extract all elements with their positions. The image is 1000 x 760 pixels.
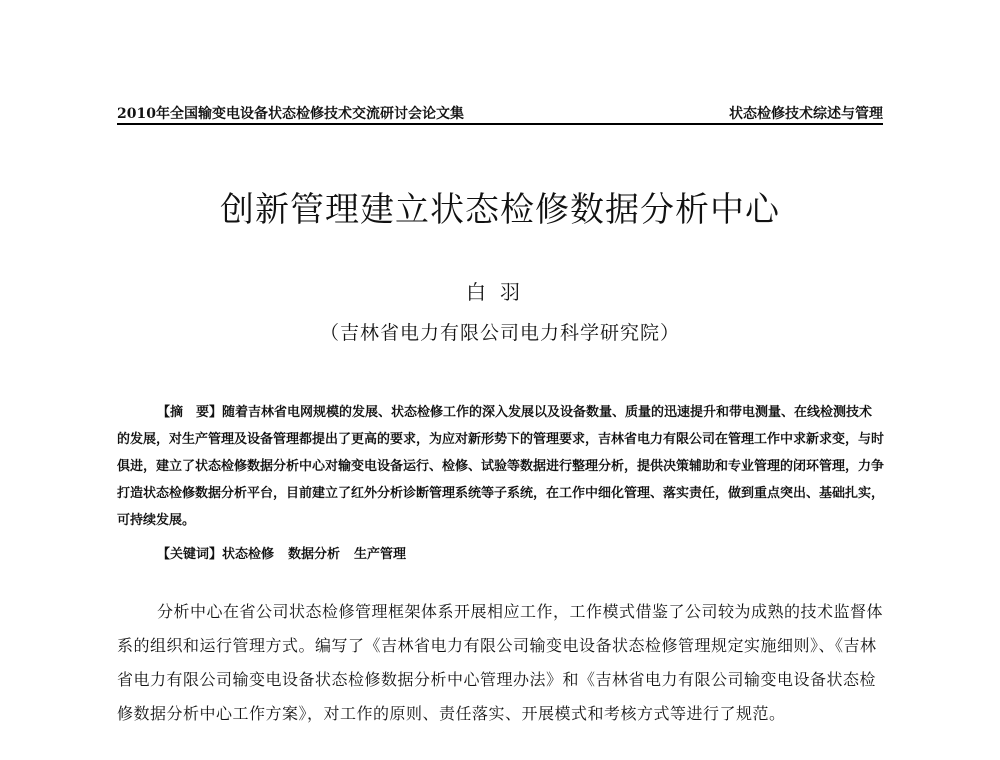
header-section-title: 状态检修技术综述与管理 <box>729 106 883 122</box>
keyword: 数据分析 <box>288 547 341 562</box>
paper-title: 创新管理建立状态检修数据分析中心 <box>220 190 780 230</box>
body-paragraph <box>117 595 887 731</box>
author-name: 白羽 <box>466 280 534 304</box>
keywords-label: 【关键词】 <box>157 547 223 562</box>
keyword: 生产管理 <box>354 547 407 562</box>
abstract <box>117 399 885 534</box>
abstract-label: 【摘 要】 <box>157 405 223 420</box>
running-header <box>117 99 883 125</box>
author-affiliation: （吉林省电力有限公司电力科学研究院） <box>319 322 680 344</box>
body-paragraph-text: 分析中心在省公司状态检修管理框架体系开展相应工作，工作模式借鉴了公司较为成熟的技术监督体系的组织和运行管理方式。编写了《吉林省电力有限公司输变电设备状态检修管理规定实施细则》、《吉林省电力有限公司输变电设备状态检修数据分析中心管理办法》和《吉林省电力有限公司输变电设备状态检修数据分析中心工作方案》，对工作的原则、责任落实、开展模式和考核方式等进行了规范。 <box>117 602 884 723</box>
abstract-text: 随着吉林省电网规模的发展、状态检修工作的深入发展以及设备数量、质量的迅速提升和带电测量、在线检测技术的发展，对生产管理及设备管理都提出了更高的要求，为应对新形势下的管理要求，吉林省电力有限公司在管理工作中求新求变，与时俱进，建立了状态检修数据分析中心对输变电设备运行、检修、试验等数据进行整理分析，提供决策辅助和专业管理的闭环管理，力争打造状态检修数据分析平台，目前建立了红外分析诊断管理系统等子系统，在工作中细化管理、落实责任，做到重点突出、基础扎实，可持续发展。 <box>117 405 885 528</box>
keyword: 状态检修 <box>222 547 275 562</box>
keywords <box>157 543 406 562</box>
header-proceedings-title: 2010年全国输变电设备状态检修技术交流研讨会论文集 <box>117 106 464 122</box>
